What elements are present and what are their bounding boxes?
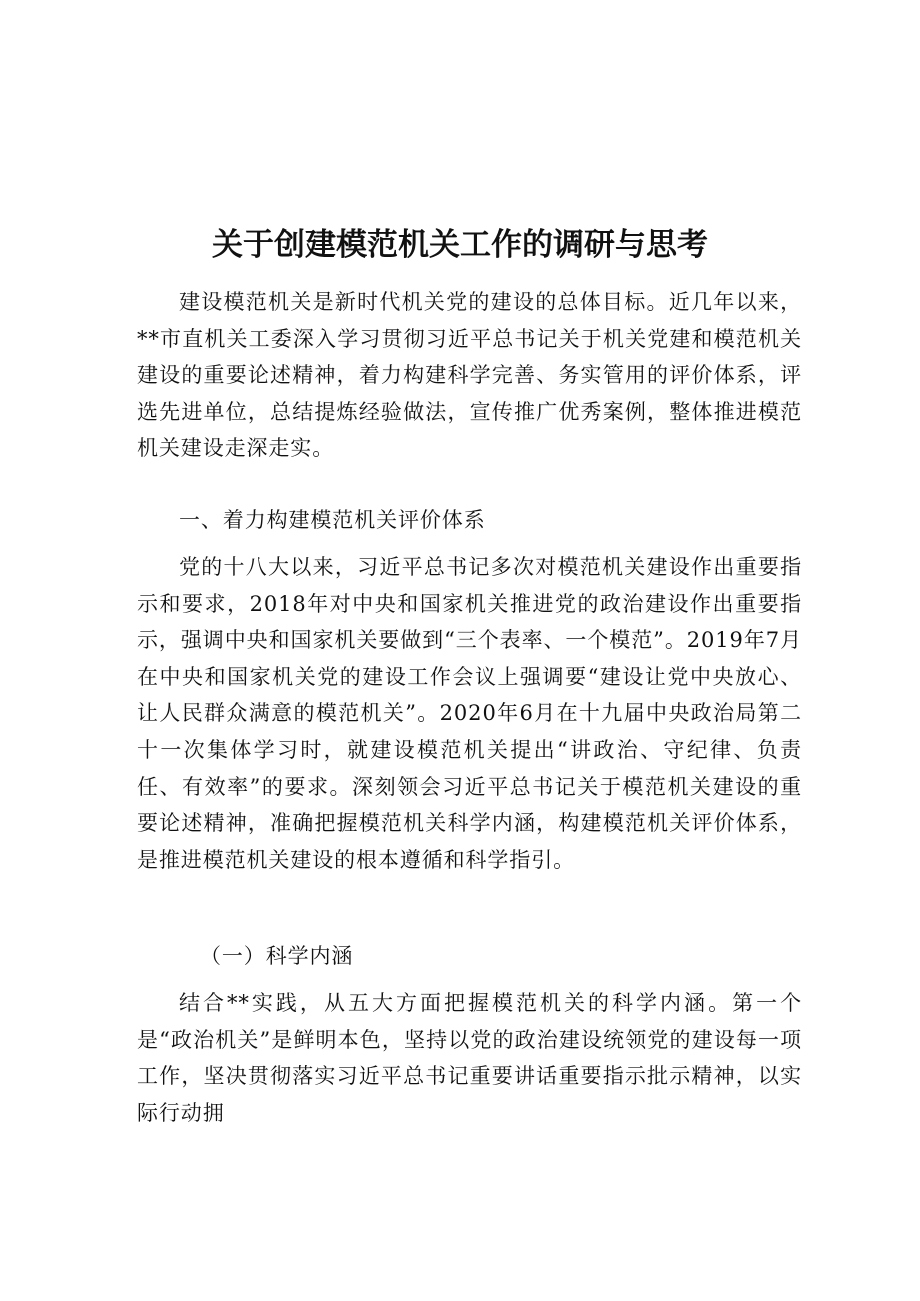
subsection-heading-1: （一）科学内涵 xyxy=(200,944,354,968)
document-title: 关于创建模范机关工作的调研与思考 xyxy=(212,227,708,263)
subsection-1-paragraph: 结合**实践，从五大方面把握模范机关的科学内涵。第一个是“政治机关”是鲜明本色，坚持以党的政治建设统领党的建设每一项工作，坚决贯彻落实习近平总书记重要讲话重要指示批示精神，以实际行动拥 xyxy=(137,991,802,1125)
section-1-paragraph: 党的十八大以来，习近平总书记多次对模范机关建设作出重要指示和要求，2018年对中央和国家机关推进党的政治建设作出重要指示，强调中央和国家机关要做到“三个表率、一个模范”。2019年7月在中央和国家机关党的建设工作会议上强调要“建设让党中央放心、让人民群众满意的模范机关”。2020年6月在十九届中央政治局第二十一次集体学习时，就建设模范机关提出“讲政治、守纪律、负责任、有效率”的要求。深刻领会习近平总书记关于模范机关建设的重要论述精神，准确把握模范机关科学内涵，构建模范机关评价体系，是推进模范机关建设的根本遵循和科学指引。 xyxy=(137,555,802,872)
section-heading-1: 一、着力构建模范机关评价体系 xyxy=(179,508,486,532)
intro-paragraph: 建设模范机关是新时代机关党的建设的总体目标。近几年以来，**市直机关工委深入学习贯彻习近平总书记关于机关党建和模范机关建设的重要论述精神，着力构建科学完善、务实管用的评价体系，评选先进单位，总结提炼经验做法，宣传推广优秀案例，整体推进模范机关建设走深走实。 xyxy=(137,290,802,461)
